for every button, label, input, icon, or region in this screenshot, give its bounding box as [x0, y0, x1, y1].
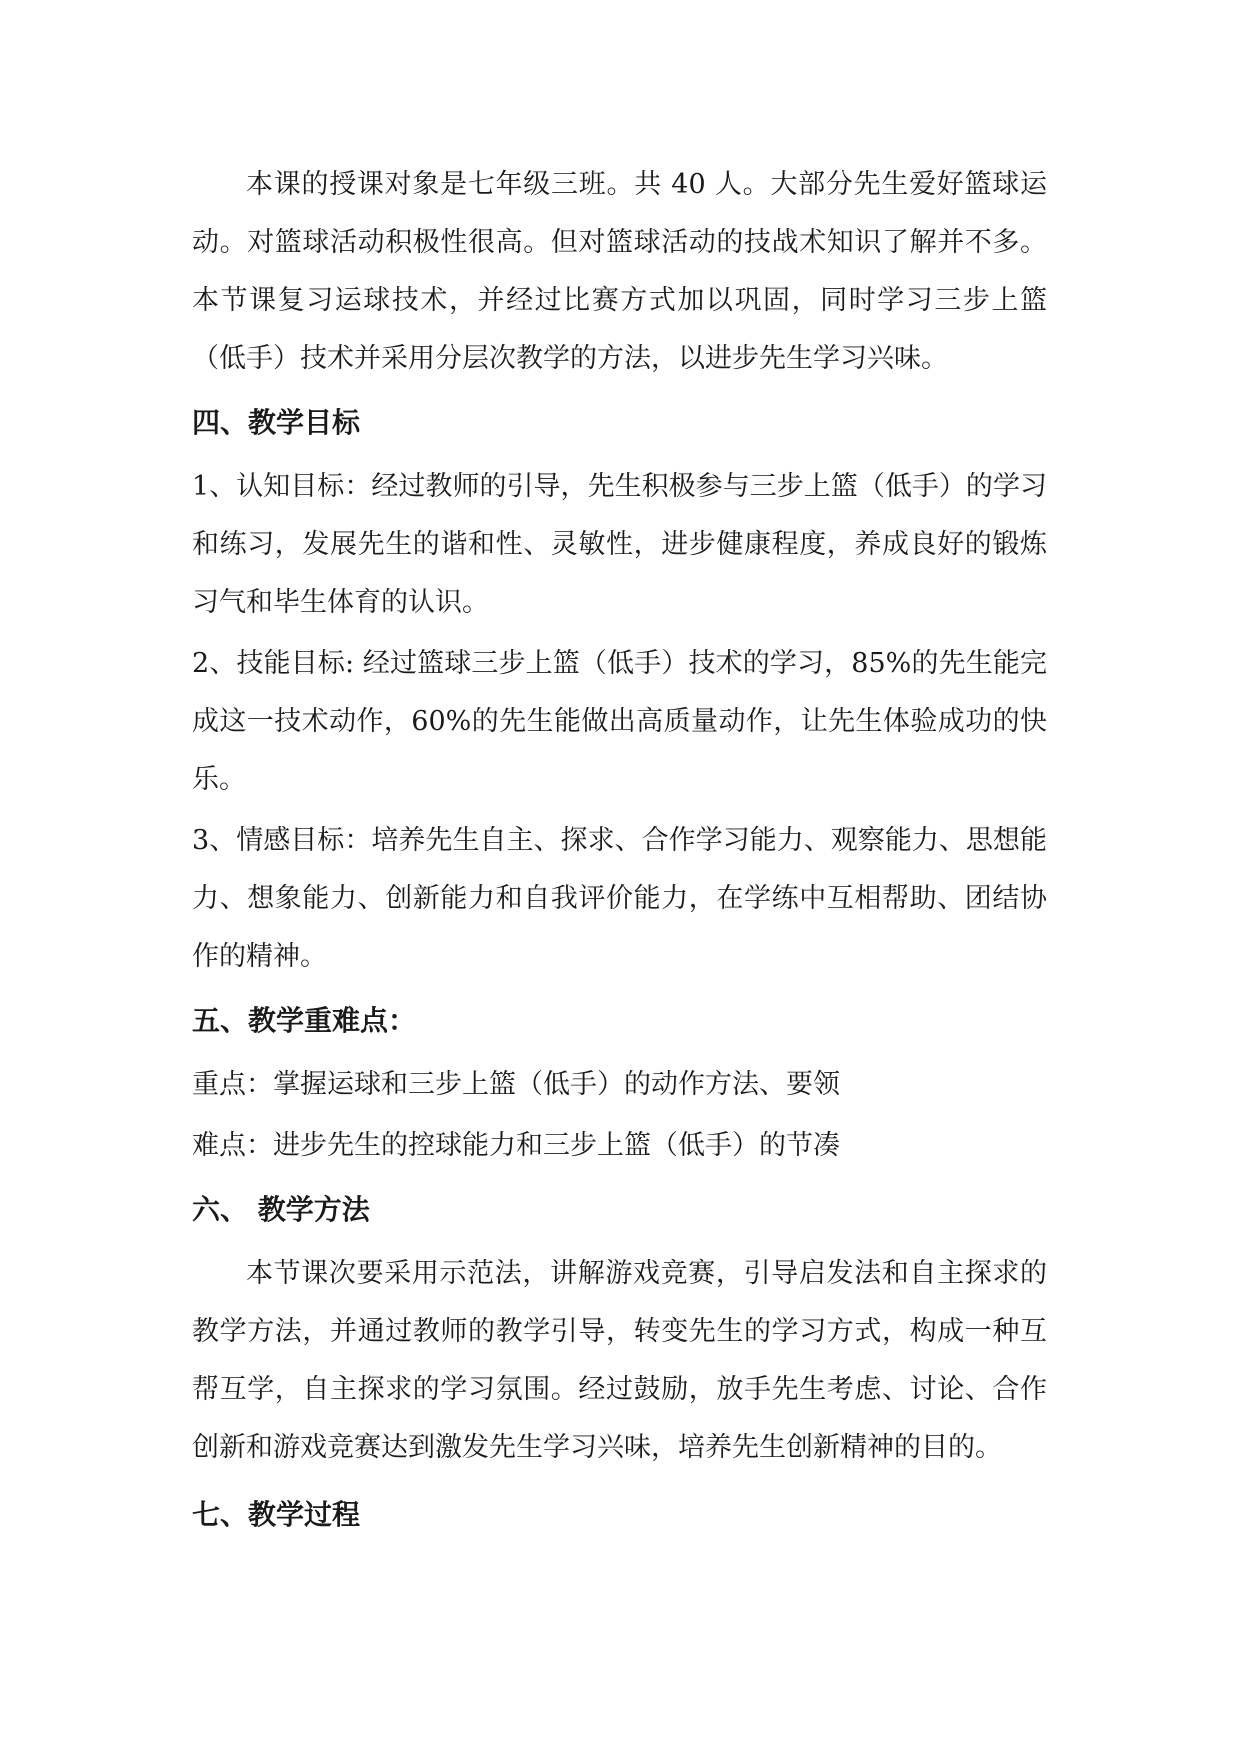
goal-cognitive: 1、认知目标：经过教师的引导，先生积极参与三步上篮（低手）的学习和练习，发展先生的谐和性、灵敏性，进步健康程度，养成良好的锻炼习气和毕生体育的认识。 [192, 471, 1047, 618]
methods-paragraph: 本节课次要采用示范法，讲解游戏竞赛，引导启发法和自主探求的教学方法，并通过教师的教学引导，转变先生的学习方式，构成一种互帮互学，自主探求的学习氛围。经过鼓励，放手先生考虑、讨论、合作创新和游戏竞赛达到激发先生学习兴味，培养先生创新精神的目的。 [192, 1258, 1047, 1463]
section-heading-teaching-methods: 六、 教学方法 [192, 1193, 370, 1226]
intro-paragraph: 本课的授课对象是七年级三班。共 40 人。大部分先生爱好篮球运动。对篮球活动积极性很高。但对篮球活动的技战术知识了解并不多。本节课复习运球技术，并经过比赛方式加以巩固，同时学习三步上篮（低手）技术并采用分层次教学的方法，以进步先生学习兴味。 [192, 169, 1047, 374]
key-point: 重点：掌握运球和三步上篮（低手）的动作方法、要领 [192, 1069, 840, 1100]
section-heading-key-difficult-points: 五、教学重难点： [192, 1004, 417, 1037]
document-page [192, 156, 1047, 1550]
goal-emotional: 3、情感目标：培养先生自主、探求、合作学习能力、观察能力、思想能力、想象能力、创新能力和自我评价能力，在学练中互相帮助、团结协作的精神。 [192, 825, 1047, 972]
goal-skill: 2、技能目标: 经过篮球三步上篮（低手）技术的学习，85%的先生能完成这一技术动作，60%的先生能做出高质量动作，让先生体验成功的快乐。 [192, 648, 1047, 795]
section-heading-teaching-process: 七、教学过程 [192, 1498, 361, 1531]
section-heading-teaching-goals: 四、教学目标 [192, 406, 361, 439]
difficult-point: 难点：进步先生的控球能力和三步上篮（低手）的节凑 [192, 1130, 840, 1161]
